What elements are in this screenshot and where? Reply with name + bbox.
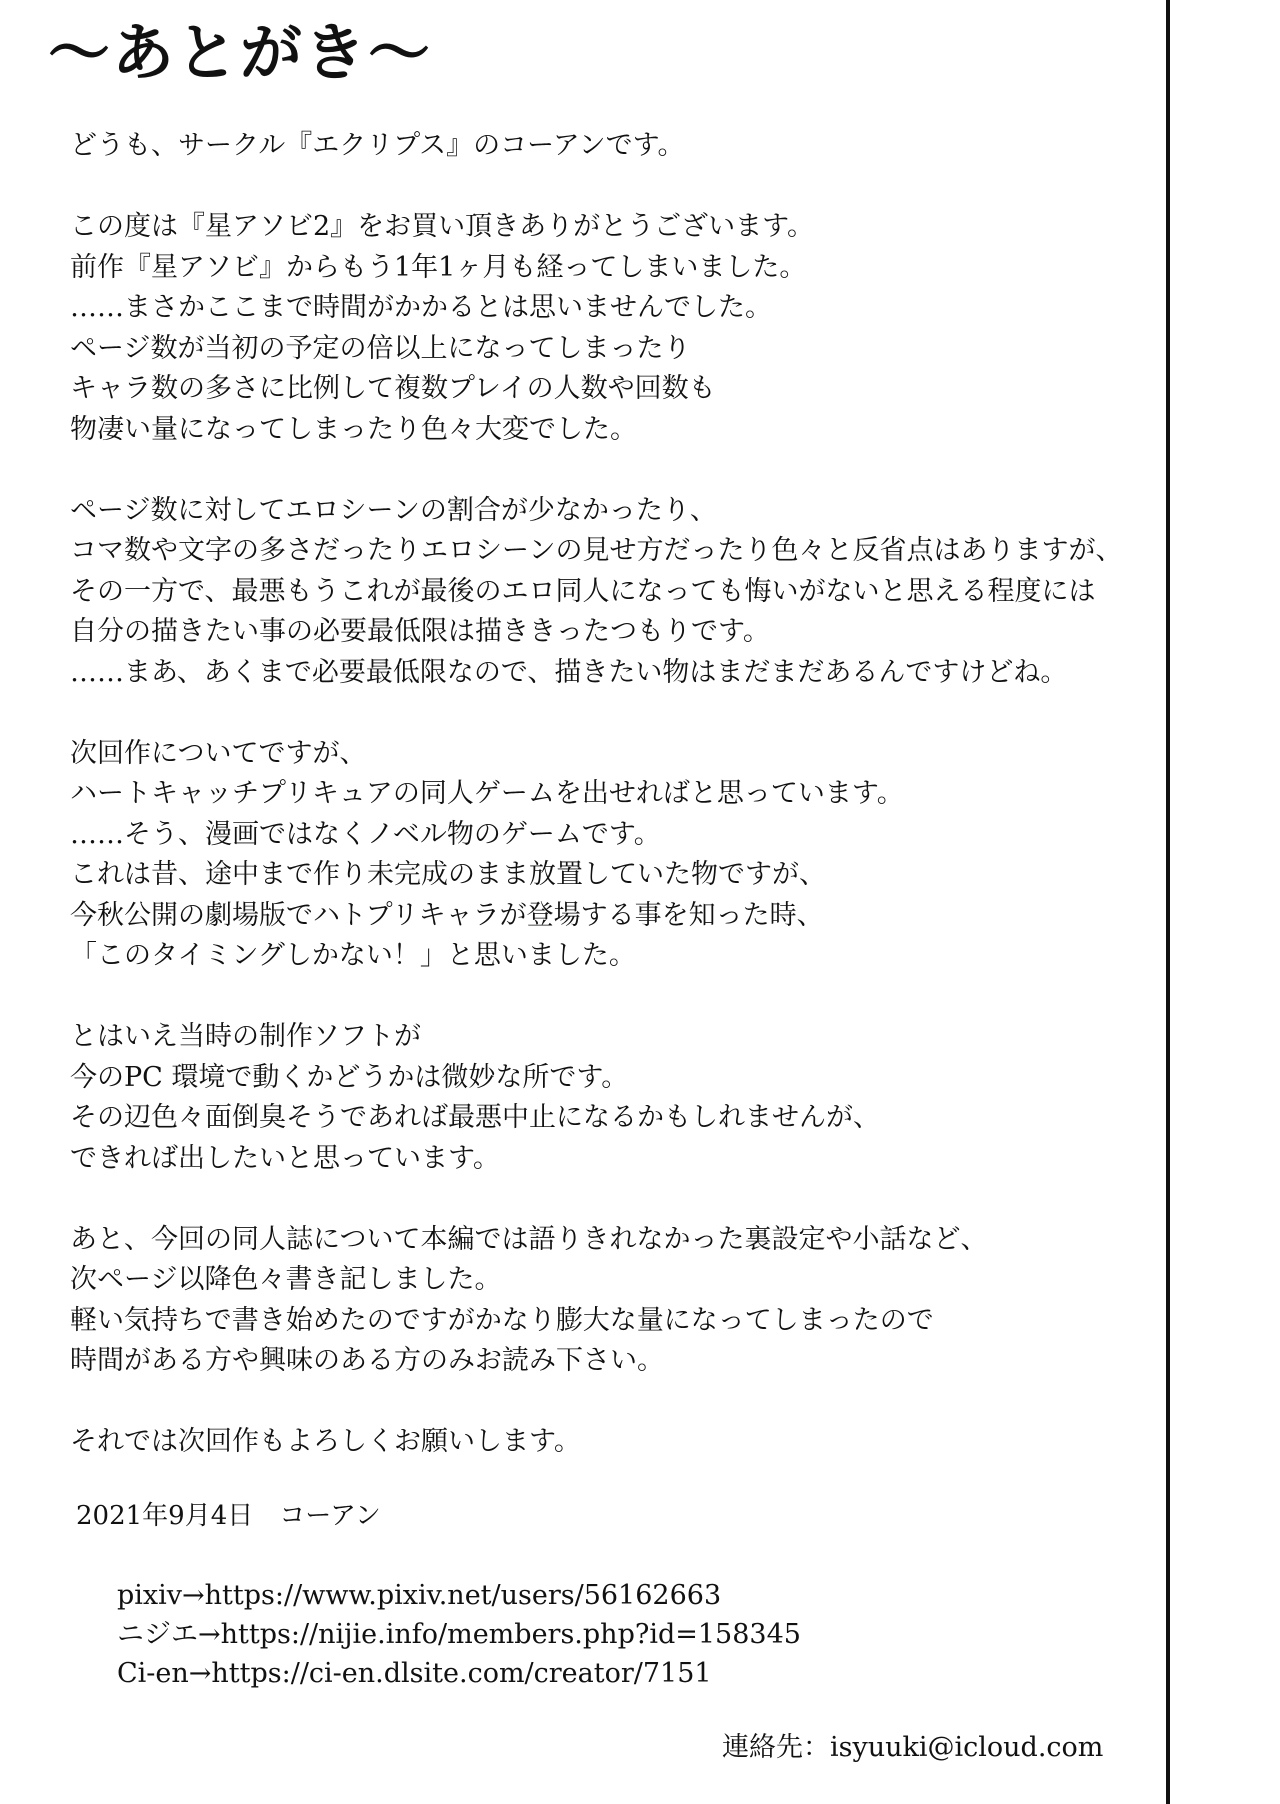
text-line: コマ数や文字の多さだったりエロシーンの見せ方だったり色々と反省点はありますが、 [70, 535, 1123, 566]
text-line: ……まあ、あくまで必要最低限なので、描きたい物はまだまだあるんですけどね。 [70, 656, 1068, 688]
right-border-rule [1166, 0, 1170, 1804]
text-line: その一方で、最悪もうこれが最後のエロ同人になっても悔いがないと思える程度には [70, 575, 1096, 607]
paragraph [70, 1220, 1150, 1382]
signature-date-author: 2021年9月4日 コーアン [76, 1501, 381, 1531]
paragraph [70, 126, 1150, 167]
text-line: ……まさかここまで時間がかかるとは思いませんでした。 [70, 292, 772, 323]
link-line: ニジエ→https://nijie.info/members.php?id=158345 [117, 1619, 801, 1650]
text-line: これは昔、途中まで作り未完成のまま放置していた物ですが、 [70, 859, 826, 890]
text-line: できれば出したいと思っています。 [70, 1142, 500, 1174]
paragraph [70, 207, 1150, 450]
text-line: どうも、サークル『エクリプス』のコーアンです。 [70, 130, 685, 161]
text-line: 「このタイミングしかない！」と思いました。 [70, 940, 636, 971]
afterword-body [70, 126, 1150, 1463]
text-line: 自分の描きたい事の必要最低限は描ききったつもりです。 [70, 616, 770, 647]
page-title: ～あとがき～ [48, 16, 433, 89]
text-line: 物凄い量になってしまったり色々大変でした。 [70, 413, 637, 445]
text-line: その辺色々面倒臭そうであれば最悪中止になるかもしれませんが、 [70, 1102, 880, 1133]
link-line: pixiv→https://www.pixiv.net/users/56162663 [117, 1580, 722, 1611]
text-line: とはいえ当時の制作ソフトが [70, 1021, 421, 1052]
text-line: あと、今回の同人誌について本編では語りきれなかった裏設定や小話など、 [70, 1223, 988, 1255]
text-line: 前作『星アソビ』からもう1年1ヶ月も経ってしまいました。 [70, 251, 807, 283]
text-line: 今のPC 環境で動くかどうかは微妙な所です。 [70, 1061, 629, 1093]
text-line: ページ数に対してエロシーンの割合が少なかったり、 [70, 494, 717, 526]
link-line: Ci-en→https://ci-en.dlsite.com/creator/7151 [117, 1658, 712, 1689]
text-line: 軽い気持ちで書き始めたのですがかなり膨大な量になってしまったので [70, 1304, 934, 1336]
text-line: この度は『星アソビ2』をお買い頂きありがとうございます。 [70, 211, 815, 242]
paragraph [70, 1017, 1150, 1179]
text-line: 今秋公開の劇場版でハトプリキャラが登場する事を知った時、 [70, 899, 824, 931]
paragraph [70, 491, 1150, 694]
text-line: 次回作についてですが、 [70, 737, 367, 769]
text-line: ページ数が当初の予定の倍以上になってしまったり [70, 332, 691, 364]
contact-email: 連絡先：isyuuki@icloud.com [722, 1732, 1104, 1763]
text-line: ハートキャッチプリキュアの同人ゲームを出せればと思っています。 [70, 778, 904, 809]
paragraph [70, 1422, 1150, 1463]
text-line: 時間がある方や興味のある方のみお読み下さい。 [70, 1345, 664, 1376]
text-line: それでは次回作もよろしくお願いします。 [70, 1426, 581, 1457]
link-list [117, 1576, 801, 1693]
text-line: 次ページ以降色々書き記しました。 [70, 1264, 502, 1295]
paragraph [70, 734, 1150, 977]
text-line: ……そう、漫画ではなくノベル物のゲームです。 [70, 818, 661, 850]
text-line: キャラ数の多さに比例して複数プレイの人数や回数も [70, 373, 716, 404]
